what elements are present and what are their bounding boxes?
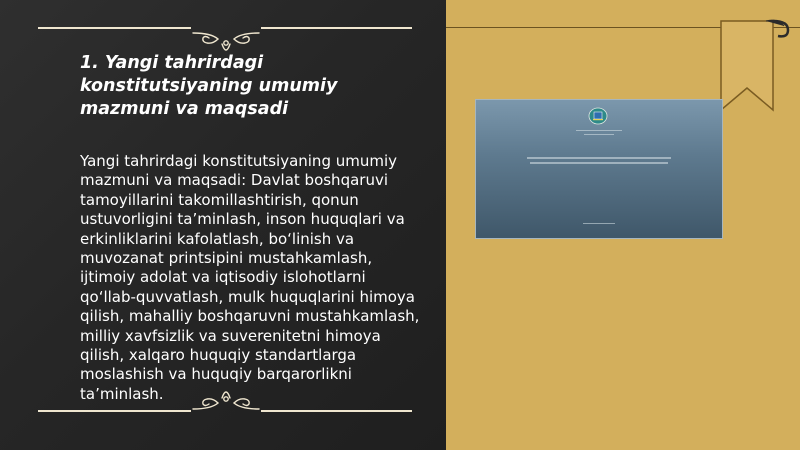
top-rule-left bbox=[38, 27, 191, 29]
thumbnail-line bbox=[583, 223, 615, 224]
thumbnail-line bbox=[576, 130, 622, 131]
thumbnail-line bbox=[527, 157, 671, 159]
thumbnail-line bbox=[530, 162, 668, 164]
bookmark-ribbon-icon bbox=[718, 18, 792, 114]
bottom-rule-left bbox=[38, 410, 191, 412]
top-rule-right bbox=[261, 27, 412, 29]
slide-title: 1. Yangi tahrirdagi konstitutsiyaning umumiy mazmuni va maqsadi bbox=[80, 53, 338, 119]
document-thumbnail bbox=[475, 99, 723, 239]
thumbnail-line bbox=[584, 134, 614, 135]
emblem-icon bbox=[588, 107, 608, 125]
slide-body-text: Yangi tahrirdagi konstitutsiyaning umumiy mazmuni va maqsadi: Davlat boshqaruvi tamoyillarini takomillashtirish, qonun ustuvorligini ta’minlash, inson huquqlari va erkinliklarini kafolatlash, bo‘linish va muvozanat printsipini mustahkamlash, ijtimoiy adolat va iqtisodiy islohotlarni qo‘llab-quvvatlash, mulk huquqlarini himoya qilish, mahalliy boshqaruvni mustahkamlash, milliy xavfsizlik va suverenitetni himoya qilish, xalqaro huquqiy standartlarga moslashish va huquqiy barqarorlikni ta’minlash. bbox=[80, 152, 420, 403]
bottom-rule-right bbox=[261, 410, 412, 412]
scroll-flourish-icon bbox=[191, 30, 261, 54]
